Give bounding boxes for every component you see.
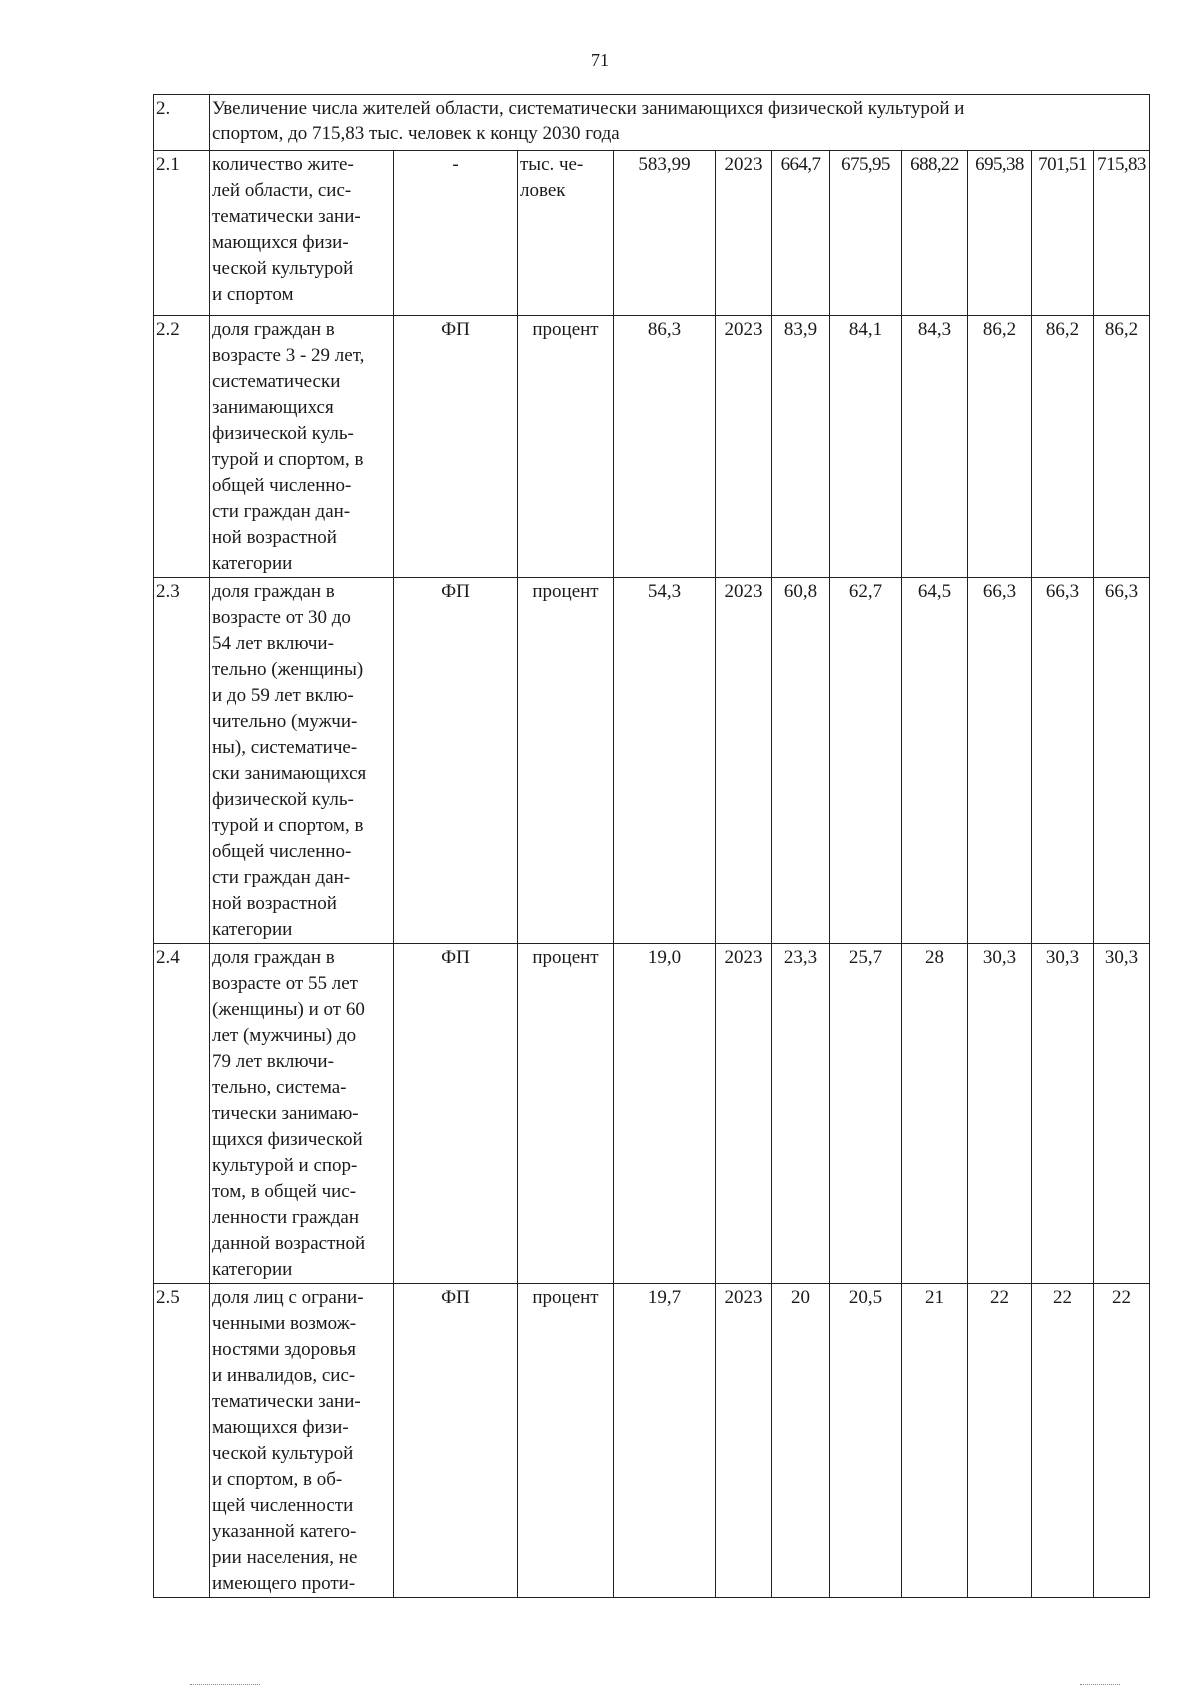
row-target-value-5: 22 bbox=[1032, 1284, 1094, 1598]
row-target-value-1: 664,7 bbox=[772, 151, 830, 316]
table-row bbox=[154, 578, 1150, 944]
description-line: физической куль- bbox=[212, 789, 354, 810]
row-target-value-4: 66,3 bbox=[968, 578, 1032, 944]
unit-line: процент bbox=[532, 581, 599, 602]
row-target-value-4: 86,2 bbox=[968, 316, 1032, 578]
row-description bbox=[210, 1284, 394, 1598]
row-target-value-5: 701,51 bbox=[1032, 151, 1094, 316]
description-line: категории bbox=[212, 919, 293, 940]
row-base-value: 583,99 bbox=[614, 151, 716, 316]
section-header-row bbox=[154, 95, 1150, 151]
description-line: данной возрастной bbox=[212, 1233, 366, 1254]
section-index: 2. bbox=[154, 95, 210, 151]
row-target-value-5: 30,3 bbox=[1032, 944, 1094, 1284]
row-base-value: 54,3 bbox=[614, 578, 716, 944]
footer-scan-mark-right bbox=[1080, 1684, 1120, 1689]
description-line: доля граждан в bbox=[212, 319, 335, 340]
row-description bbox=[210, 578, 394, 944]
indicators-table bbox=[153, 94, 1150, 1598]
description-line: лет (мужчины) до bbox=[212, 1025, 357, 1046]
row-level: - bbox=[394, 151, 518, 316]
row-target-value-6: 715,83 bbox=[1094, 151, 1150, 316]
row-target-value-3: 688,22 bbox=[902, 151, 968, 316]
row-unit bbox=[518, 316, 614, 578]
page-number: 71 bbox=[591, 50, 609, 70]
row-target-value-5: 86,2 bbox=[1032, 316, 1094, 578]
row-target-value-3: 64,5 bbox=[902, 578, 968, 944]
description-line: 79 лет включи- bbox=[212, 1051, 334, 1072]
description-line: имеющего проти- bbox=[212, 1573, 356, 1594]
description-line: общей численно- bbox=[212, 841, 352, 862]
row-target-value-2: 84,1 bbox=[830, 316, 902, 578]
description-line: ной возрастной bbox=[212, 893, 337, 914]
description-line: турой и спортом, в bbox=[212, 449, 364, 470]
description-line: том, в общей чис- bbox=[212, 1181, 357, 1202]
table-row bbox=[154, 151, 1150, 316]
unit-line: процент bbox=[532, 1287, 599, 1308]
row-target-value-3: 84,3 bbox=[902, 316, 968, 578]
footer-scan-mark-left bbox=[190, 1684, 260, 1689]
description-line: культурой и спор- bbox=[212, 1155, 358, 1176]
description-line: доля лиц с ограни- bbox=[212, 1287, 364, 1308]
row-index: 2.4 bbox=[154, 944, 210, 1284]
row-target-value-4: 22 bbox=[968, 1284, 1032, 1598]
row-base-value: 86,3 bbox=[614, 316, 716, 578]
row-unit bbox=[518, 151, 614, 316]
description-line: ны), систематиче- bbox=[212, 737, 358, 758]
row-target-value-2: 20,5 bbox=[830, 1284, 902, 1598]
section-title-line-1: Увеличение числа жителей области, систематически занимающихся физической культурой и bbox=[212, 98, 965, 119]
row-target-value-1: 83,9 bbox=[772, 316, 830, 578]
row-target-value-1: 23,3 bbox=[772, 944, 830, 1284]
row-target-value-3: 21 bbox=[902, 1284, 968, 1598]
unit-line: процент bbox=[532, 319, 599, 340]
description-line: физической куль- bbox=[212, 423, 354, 444]
description-line: тематически зани- bbox=[212, 206, 361, 227]
description-line: и до 59 лет вклю- bbox=[212, 685, 354, 706]
description-line: указанной катего- bbox=[212, 1521, 357, 1542]
description-line: мающихся физи- bbox=[212, 1417, 349, 1438]
description-line: сти граждан дан- bbox=[212, 867, 351, 888]
description-line: ленности граждан bbox=[212, 1207, 359, 1228]
description-line: ностями здоровья bbox=[212, 1339, 357, 1360]
description-line: категории bbox=[212, 553, 293, 574]
description-line: возрасте 3 - 29 лет, bbox=[212, 345, 365, 366]
section-title-line-2: спортом, до 715,83 тыс. человек к концу 2030 года bbox=[212, 123, 620, 144]
description-line: ченными возмож- bbox=[212, 1313, 357, 1334]
description-line: возрасте от 55 лет bbox=[212, 973, 358, 994]
row-target-value-6: 86,2 bbox=[1094, 316, 1150, 578]
description-line: возрасте от 30 до bbox=[212, 607, 351, 628]
row-description bbox=[210, 944, 394, 1284]
description-line: сти граждан дан- bbox=[212, 501, 351, 522]
description-line: мающихся физи- bbox=[212, 232, 349, 253]
row-base-year: 2023 bbox=[716, 1284, 772, 1598]
table-row bbox=[154, 316, 1150, 578]
description-line: доля граждан в bbox=[212, 581, 335, 602]
description-line: ческой культурой bbox=[212, 258, 354, 279]
row-target-value-6: 22 bbox=[1094, 1284, 1150, 1598]
row-level: ФП bbox=[394, 1284, 518, 1598]
row-target-value-6: 30,3 bbox=[1094, 944, 1150, 1284]
row-base-value: 19,0 bbox=[614, 944, 716, 1284]
description-line: количество жите- bbox=[212, 154, 354, 175]
description-line: тематически зани- bbox=[212, 1391, 361, 1412]
row-target-value-5: 66,3 bbox=[1032, 578, 1094, 944]
row-base-year: 2023 bbox=[716, 944, 772, 1284]
description-line: чительно (мужчи- bbox=[212, 711, 358, 732]
description-line: ческой культурой bbox=[212, 1443, 354, 1464]
description-line: и инвалидов, сис- bbox=[212, 1365, 356, 1386]
description-line: общей численно- bbox=[212, 475, 352, 496]
unit-line: процент bbox=[532, 947, 599, 968]
row-base-value: 19,7 bbox=[614, 1284, 716, 1598]
description-line: доля граждан в bbox=[212, 947, 335, 968]
row-target-value-3: 28 bbox=[902, 944, 968, 1284]
table-row bbox=[154, 944, 1150, 1284]
row-level: ФП bbox=[394, 944, 518, 1284]
description-line: и спортом, в об- bbox=[212, 1469, 343, 1490]
row-index: 2.5 bbox=[154, 1284, 210, 1598]
description-line: турой и спортом, в bbox=[212, 815, 364, 836]
row-index: 2.3 bbox=[154, 578, 210, 944]
description-line: тельно, система- bbox=[212, 1077, 347, 1098]
description-line: категории bbox=[212, 1259, 293, 1280]
row-unit bbox=[518, 944, 614, 1284]
description-line: тически занимаю- bbox=[212, 1103, 359, 1124]
row-unit bbox=[518, 1284, 614, 1598]
row-target-value-2: 62,7 bbox=[830, 578, 902, 944]
row-target-value-1: 20 bbox=[772, 1284, 830, 1598]
row-target-value-4: 695,38 bbox=[968, 151, 1032, 316]
description-line: (женщины) и от 60 bbox=[212, 999, 365, 1020]
row-level: ФП bbox=[394, 578, 518, 944]
description-line: и спортом bbox=[212, 284, 294, 305]
row-description bbox=[210, 151, 394, 316]
description-line: тельно (женщины) bbox=[212, 659, 364, 680]
row-target-value-2: 675,95 bbox=[830, 151, 902, 316]
row-index: 2.2 bbox=[154, 316, 210, 578]
unit-line: ловек bbox=[520, 180, 566, 201]
description-line: лей области, сис- bbox=[212, 180, 352, 201]
row-index: 2.1 bbox=[154, 151, 210, 316]
row-target-value-6: 66,3 bbox=[1094, 578, 1150, 944]
row-base-year: 2023 bbox=[716, 578, 772, 944]
row-target-value-1: 60,8 bbox=[772, 578, 830, 944]
row-target-value-2: 25,7 bbox=[830, 944, 902, 1284]
unit-line: тыс. че- bbox=[520, 154, 584, 175]
table-row bbox=[154, 1284, 1150, 1598]
description-line: систематически bbox=[212, 371, 341, 392]
row-base-year: 2023 bbox=[716, 316, 772, 578]
description-line: ной возрастной bbox=[212, 527, 337, 548]
section-title bbox=[210, 95, 1150, 151]
description-line: рии населения, не bbox=[212, 1547, 358, 1568]
description-line: 54 лет включи- bbox=[212, 633, 334, 654]
description-line: щихся физической bbox=[212, 1129, 363, 1150]
row-unit bbox=[518, 578, 614, 944]
row-level: ФП bbox=[394, 316, 518, 578]
description-line: ски занимающихся bbox=[212, 763, 367, 784]
description-line: занимающихся bbox=[212, 397, 334, 418]
row-base-year: 2023 bbox=[716, 151, 772, 316]
description-line: щей численности bbox=[212, 1495, 354, 1516]
row-description bbox=[210, 316, 394, 578]
row-target-value-4: 30,3 bbox=[968, 944, 1032, 1284]
